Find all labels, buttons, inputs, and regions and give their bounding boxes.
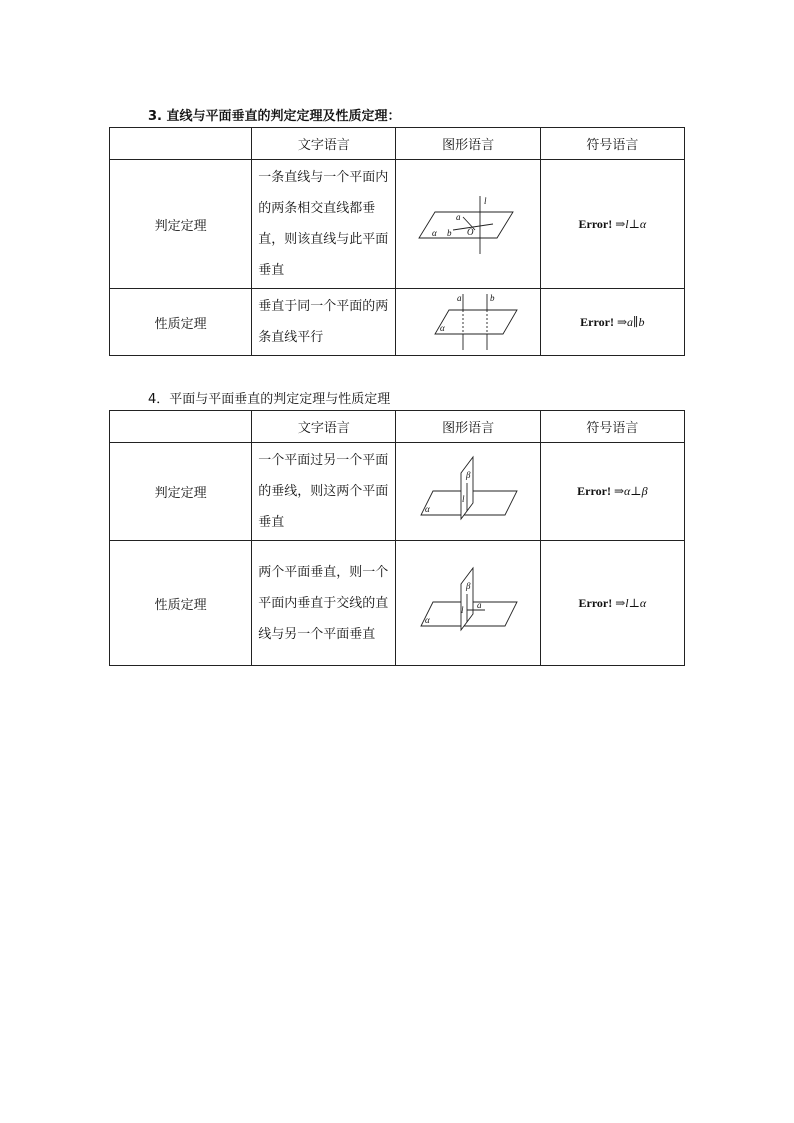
symbol-cell (540, 160, 684, 289)
label-o: O (467, 227, 474, 237)
label-beta: β (466, 581, 471, 591)
header-symbol-language: 符号语言 (540, 411, 684, 443)
label-a: a (477, 600, 482, 610)
label-b: b (490, 293, 495, 303)
label-b: b (447, 228, 452, 238)
table-plane-plane-perpendicular (109, 410, 685, 666)
figure-cell (396, 541, 540, 666)
line-plane-perp-property-figure (413, 292, 523, 352)
label-l: l (462, 493, 465, 504)
row-name: 判定定理 (110, 160, 252, 289)
error-text: Error! (578, 595, 613, 610)
row-name: 判定定理 (110, 443, 252, 541)
row-name: 性质定理 (110, 289, 252, 356)
label-a: a (457, 293, 462, 303)
plane-plane-perp-judge-figure (413, 455, 523, 529)
table-row (110, 160, 685, 289)
table-row (110, 443, 685, 541)
label-beta: β (466, 469, 471, 480)
symbol-cell (540, 289, 684, 356)
label-alpha: α (425, 615, 430, 625)
row-description: 垂直于同一个平面的两条直线平行 (252, 289, 396, 356)
symbol-text: ⇒l⊥α (615, 216, 647, 231)
plane-plane-perp-property-figure (413, 566, 523, 640)
label-l: l (461, 605, 464, 615)
error-text: Error! (578, 216, 613, 231)
header-figure-language: 图形语言 (396, 411, 540, 443)
error-text: Error! (580, 314, 614, 329)
table-row (110, 541, 685, 666)
label-a: a (456, 212, 461, 222)
header-blank (110, 128, 252, 160)
header-symbol-language: 符号语言 (540, 128, 684, 160)
table-header-row (110, 411, 685, 443)
row-description: 一个平面过另一个平面的垂线，则这两个平面垂直 (252, 443, 396, 541)
table-line-plane-perpendicular (109, 127, 685, 356)
figure-cell (396, 160, 540, 289)
figure-cell (396, 443, 540, 541)
section4-heading: 4．平面与平面垂直的判定定理与性质定理 (148, 392, 391, 407)
label-alpha: α (432, 228, 437, 238)
header-text-language: 文字语言 (252, 128, 396, 160)
symbol-text: ⇒α⊥β (613, 484, 648, 498)
row-description: 一条直线与一个平面内的两条相交直线都垂直，则该直线与此平面垂直 (252, 160, 396, 289)
symbol-text: ⇒l⊥α (615, 595, 647, 610)
header-figure-language: 图形语言 (396, 128, 540, 160)
error-text: Error! (577, 484, 611, 498)
symbol-cell (540, 443, 684, 541)
line-plane-perp-judge-figure (413, 192, 523, 256)
label-alpha: α (425, 503, 430, 514)
section3-heading: 3. 直线与平面垂直的判定定理及性质定理： (148, 109, 401, 124)
header-blank (110, 411, 252, 443)
header-text-language: 文字语言 (252, 411, 396, 443)
table-header-row (110, 128, 685, 160)
figure-cell (396, 289, 540, 356)
row-description: 两个平面垂直，则一个平面内垂直于交线的直线与另一个平面垂直 (252, 541, 396, 666)
symbol-text: ⇒a∥b (616, 314, 645, 329)
label-l: l (484, 196, 487, 206)
label-alpha: α (440, 323, 445, 333)
row-name: 性质定理 (110, 541, 252, 666)
symbol-cell (540, 541, 684, 666)
table-row (110, 289, 685, 356)
